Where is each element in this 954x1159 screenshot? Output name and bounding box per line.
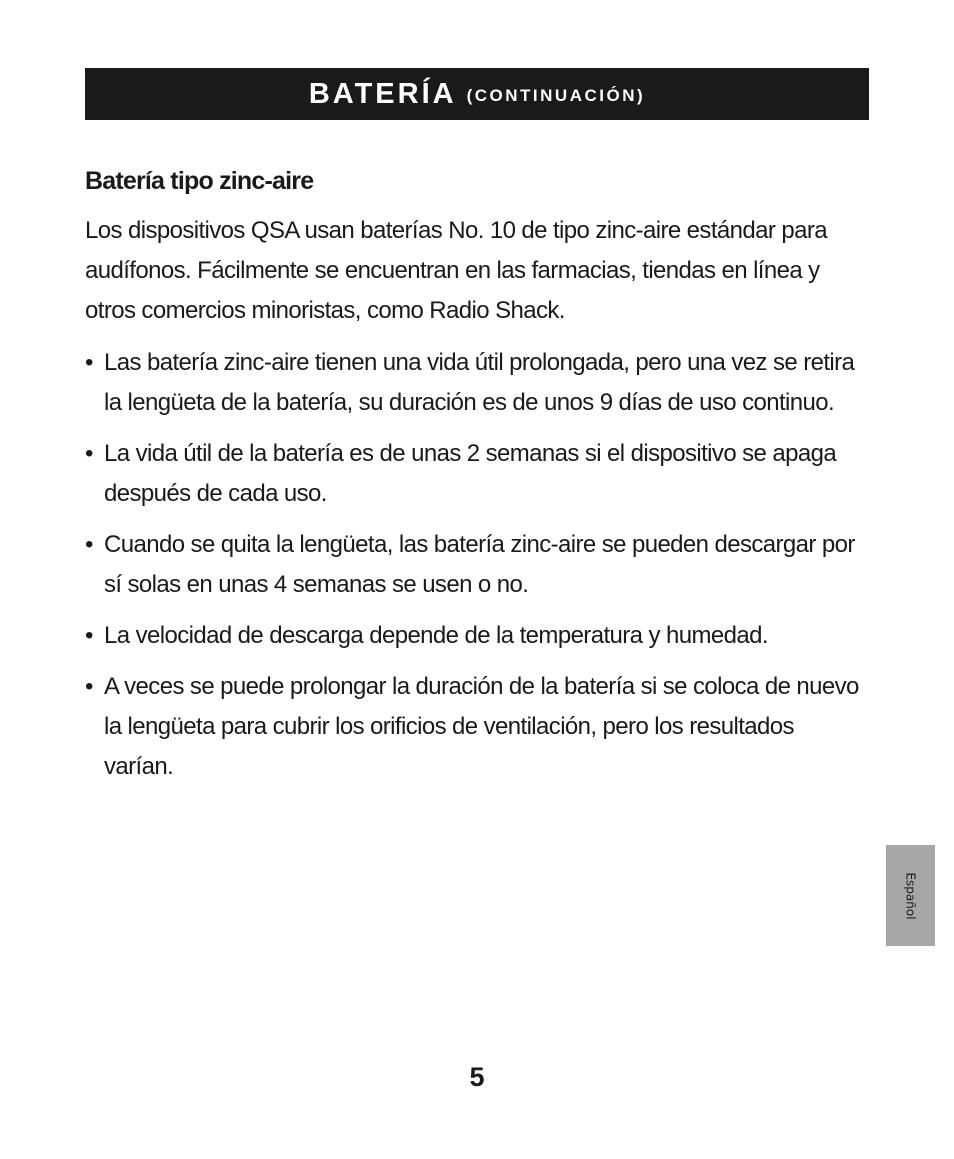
list-item-text: Cuando se quita la lengüeta, las batería zinc-aire se pueden descargar por sí solas en unas 4 semanas se usen o no. [104, 531, 855, 598]
main-content [85, 163, 869, 798]
list-item [85, 525, 869, 605]
list-item [85, 616, 869, 656]
section-title: Batería tipo zinc-aire [85, 167, 314, 195]
bullet-icon: • [85, 673, 93, 700]
list-item [85, 434, 869, 514]
bullet-icon: • [85, 440, 93, 467]
list-item-text: La vida útil de la batería es de unas 2 semanas si el dispositivo se apaga después de cada uso. [104, 440, 837, 507]
bullet-list [85, 343, 869, 787]
bullet-icon: • [85, 531, 93, 558]
list-item [85, 667, 869, 787]
list-item [85, 343, 869, 423]
page-number: 5 [469, 1062, 485, 1092]
intro-paragraph: Los dispositivos QSA usan baterías No. 10 de tipo zinc-aire estándar para audífonos. Fácilmente se encuentran en las farmacias, tiendas en línea y otros comercios minoristas, como Radio Shack. [85, 217, 827, 324]
section-header-bar [85, 68, 869, 120]
bullet-icon: • [85, 622, 93, 649]
language-tab-label: Español [903, 871, 918, 920]
language-side-tab [886, 845, 935, 946]
list-item-text: La velocidad de descarga depende de la temperatura y humedad. [104, 622, 768, 649]
list-item-text: A veces se puede prolongar la duración de la batería si se coloca de nuevo la lengüeta para cubrir los orificios de ventilación, pero los resultados varían. [104, 673, 859, 780]
bullet-icon: • [85, 349, 93, 376]
header-subtitle: (CONTINUACIÓN) [466, 86, 646, 105]
list-item-text: Las batería zinc-aire tienen una vida útil prolongada, pero una vez se retira la lengüeta de la batería, su duración es de unos 9 días de uso continuo. [104, 349, 855, 416]
header-title: BATERÍA [308, 77, 457, 110]
